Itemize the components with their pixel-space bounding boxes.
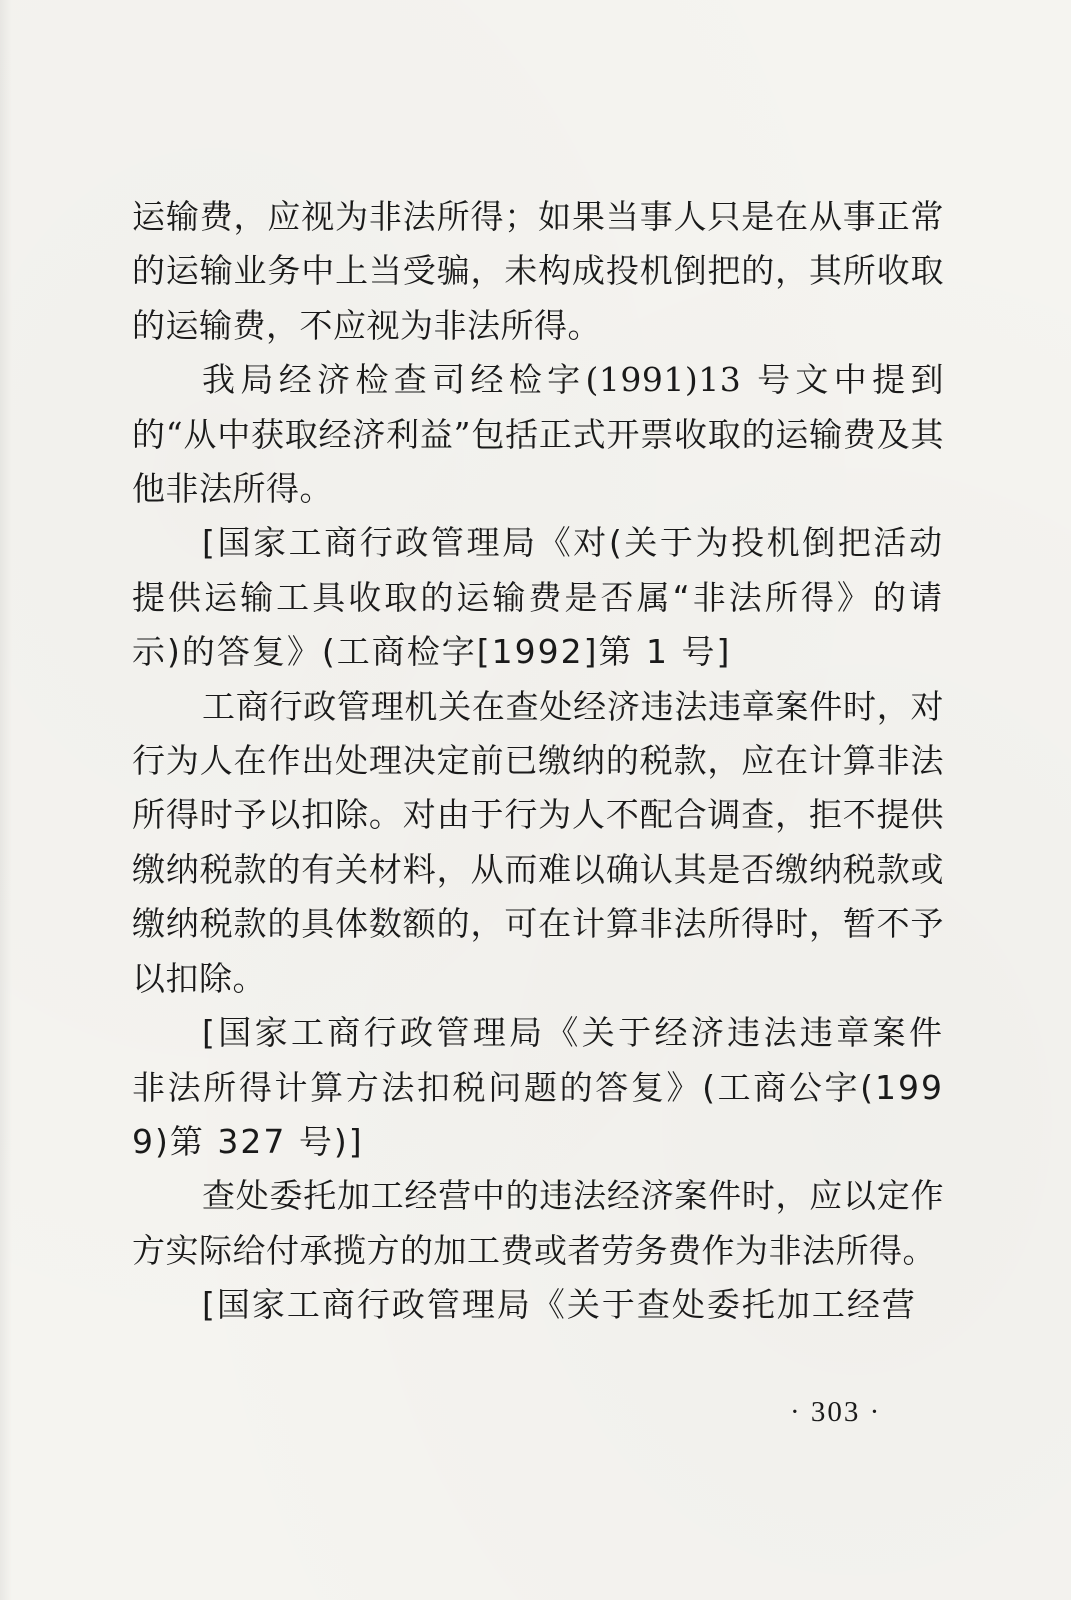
paragraph-continuation: 运输费，应视为非法所得；如果当事人只是在从事正常的运输业务中上当受骗，未构成投机倒把的，其所收取的运输费，不应视为非法所得。 bbox=[132, 197, 944, 345]
paragraph-body: 工商行政管理机关在查处经济违法违章案件时，对行为人在作出处理决定前已缴纳的税款，应在计算非法所得时予以扣除。对由于行为人不配合调查，拒不提供缴纳税款的有关材料，从而难以确认其是否缴纳税款或缴纳税款的具体数额的，可在计算非法所得时，暂不予以扣除。 bbox=[132, 686, 944, 998]
page-number: · 303 · bbox=[790, 1396, 882, 1428]
binding-edge-shadow bbox=[0, 0, 12, 1600]
paragraph-citation: [国家工商行政管理局《关于查处委托加工经营 bbox=[202, 1285, 917, 1325]
paragraph-body: 查处委托加工经营中的违法经济案件时，应以定作方实际给付承揽方的加工费或者劳务费作为非法所得。 bbox=[132, 1176, 944, 1270]
paragraph-citation: [国家工商行政管理局《关于经济违法违章案件非法所得计算方法扣税问题的答复》(工商公字(1999)第 327 号)] bbox=[132, 1013, 944, 1161]
paragraph-body: 我局经济检查司经检字(1991)13 号文中提到的“从中获取经济利益”包括正式开票收取的运输费及其他非法所得。 bbox=[132, 360, 944, 509]
body-text bbox=[132, 190, 944, 1333]
paragraph-citation: [国家工商行政管理局《对(关于为投机倒把活动提供运输工具收取的运输费是否属“非法所得》的请示)的答复》(工商检字[1992]第 1 号] bbox=[132, 523, 944, 672]
